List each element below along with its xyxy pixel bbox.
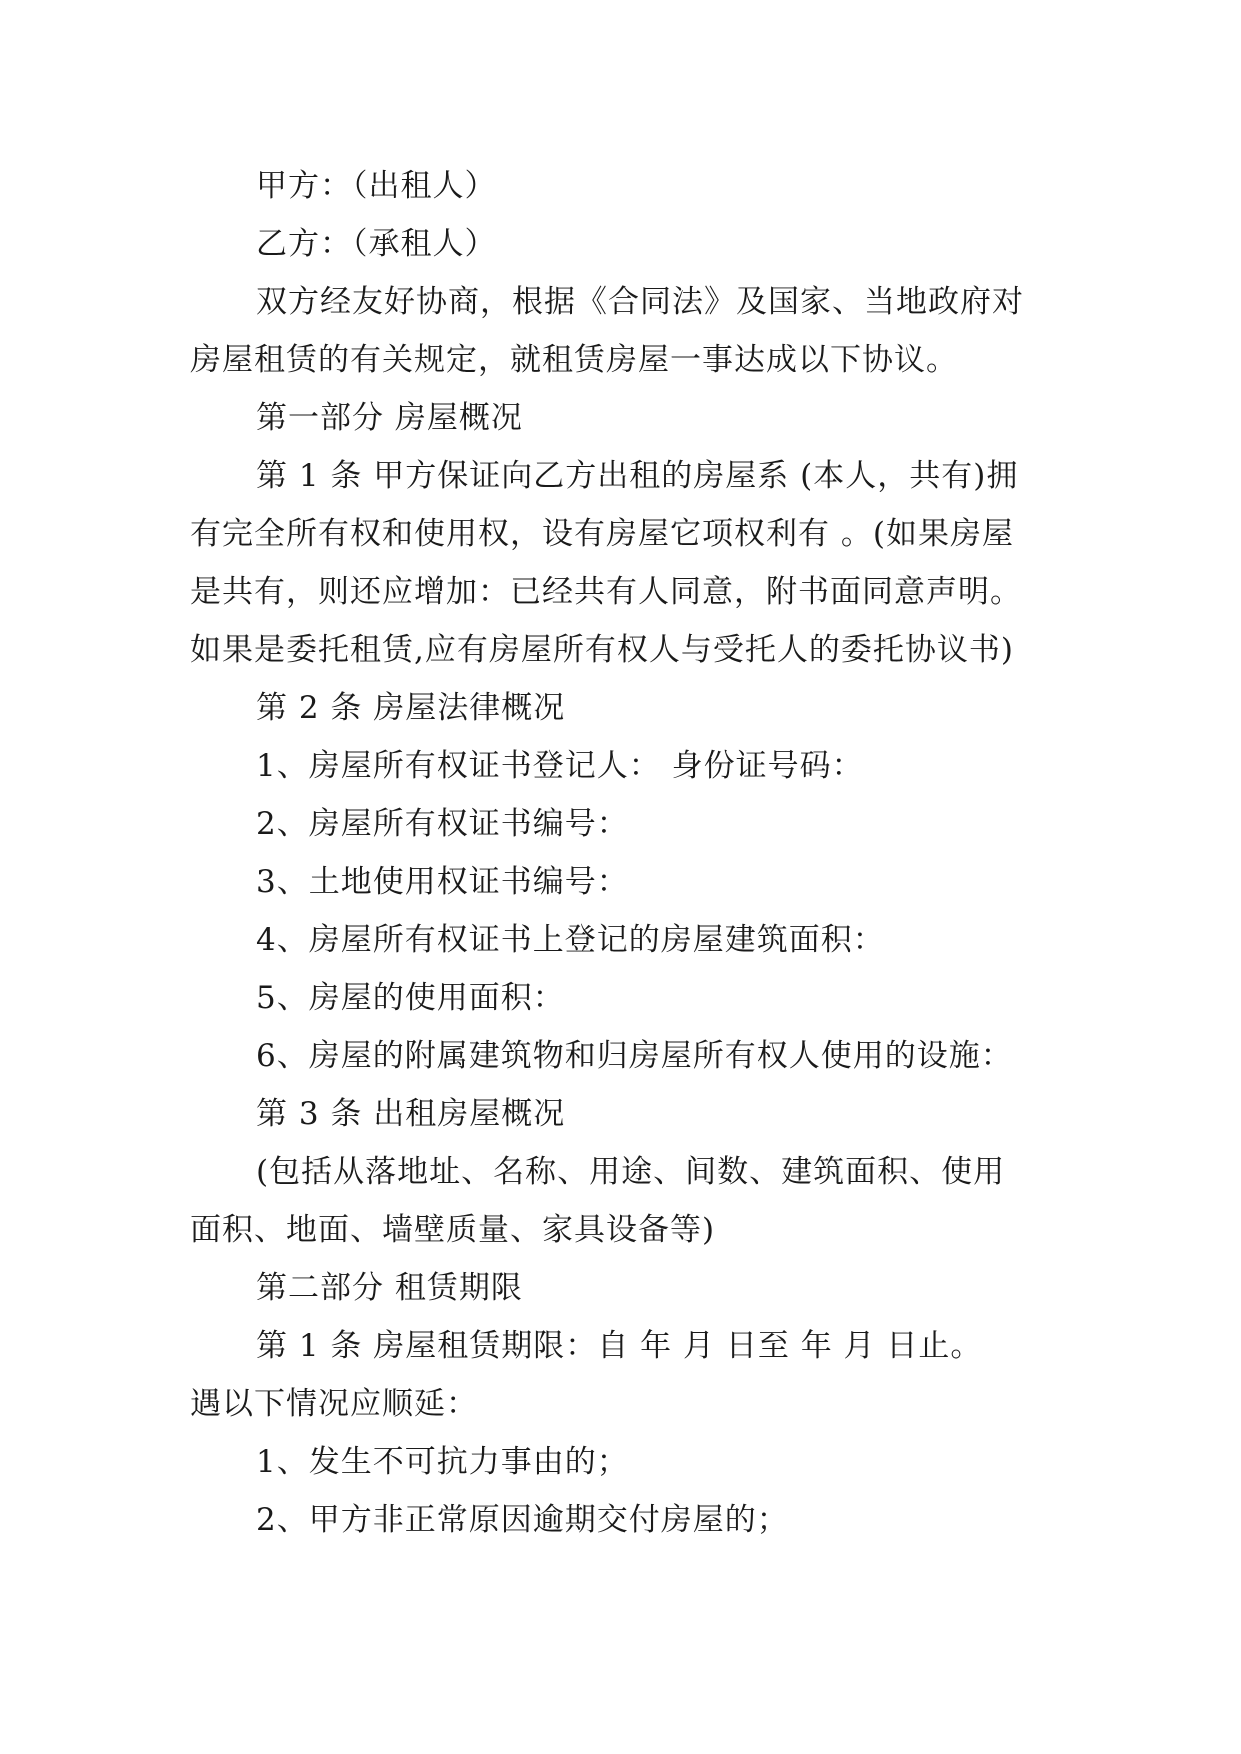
paragraph (190, 215, 1060, 273)
text-line: 房屋租赁的有关规定，就租赁房屋一事达成以下协议。 (190, 342, 958, 378)
paragraph (190, 737, 1060, 795)
paragraph (190, 389, 1060, 447)
paragraph (190, 1491, 1060, 1549)
text-line: 有完全所有权和使用权，设有房屋它项权利有 。(如果房屋 (190, 516, 1014, 552)
text-line: 5、房屋的使用面积： (256, 980, 565, 1016)
paragraph (190, 1259, 1060, 1317)
paragraph (190, 795, 1060, 853)
text-line: 2、房屋所有权证书编号： (256, 806, 629, 842)
paragraph (190, 1085, 1060, 1143)
text-line: 1、发生不可抗力事由的； (256, 1444, 629, 1480)
text-line: 第 3 条 出租房屋概况 (256, 1096, 566, 1132)
text-line: 第 1 条 甲方保证向乙方出租的房屋系 (本人，共有)拥 (256, 458, 1019, 494)
text-line: 面积、地面、墙壁质量、家具设备等) (190, 1212, 716, 1248)
text-line: 1、房屋所有权证书登记人： 身份证号码： (256, 748, 864, 784)
paragraph (190, 447, 1060, 679)
text-line: (包括从落地址、名称、用途、间数、建筑面积、使用 (256, 1154, 1006, 1190)
paragraph (190, 1027, 1060, 1085)
paragraph (190, 679, 1060, 737)
text-line: 甲方：（出租人） (256, 168, 497, 204)
text-line: 6、房屋的附属建筑物和归房屋所有权人使用的设施： (256, 1038, 1013, 1074)
paragraph (190, 1433, 1060, 1491)
text-line: 4、房屋所有权证书上登记的房屋建筑面积： (256, 922, 885, 958)
paragraph (190, 853, 1060, 911)
text-line: 第 1 条 房屋租赁期限：自 年 月 日至 年 月 日止。 (256, 1328, 983, 1364)
text-line: 3、土地使用权证书编号： (256, 864, 629, 900)
text-line: 如果是委托租赁,应有房屋所有权人与受托人的委托协议书) (190, 632, 1014, 668)
text-line: 是共有，则还应增加：已经共有人同意，附书面同意声明。 (190, 574, 1022, 610)
paragraph (190, 1143, 1060, 1259)
paragraph (190, 157, 1060, 215)
text-line: 双方经友好协商，根据《合同法》及国家、当地政府对 (256, 284, 1024, 320)
document-body (190, 157, 1060, 1549)
text-line: 第二部分 租赁期限 (256, 1270, 523, 1306)
paragraph (190, 1317, 1060, 1433)
text-line: 乙方：（承租人） (256, 226, 497, 262)
paragraph (190, 969, 1060, 1027)
text-line: 遇以下情况应顺延： (190, 1386, 478, 1422)
paragraph (190, 273, 1060, 389)
paragraph (190, 911, 1060, 969)
text-line: 第 2 条 房屋法律概况 (256, 690, 566, 726)
text-line: 第一部分 房屋概况 (256, 400, 523, 436)
text-line: 2、甲方非正常原因逾期交付房屋的； (256, 1502, 789, 1538)
